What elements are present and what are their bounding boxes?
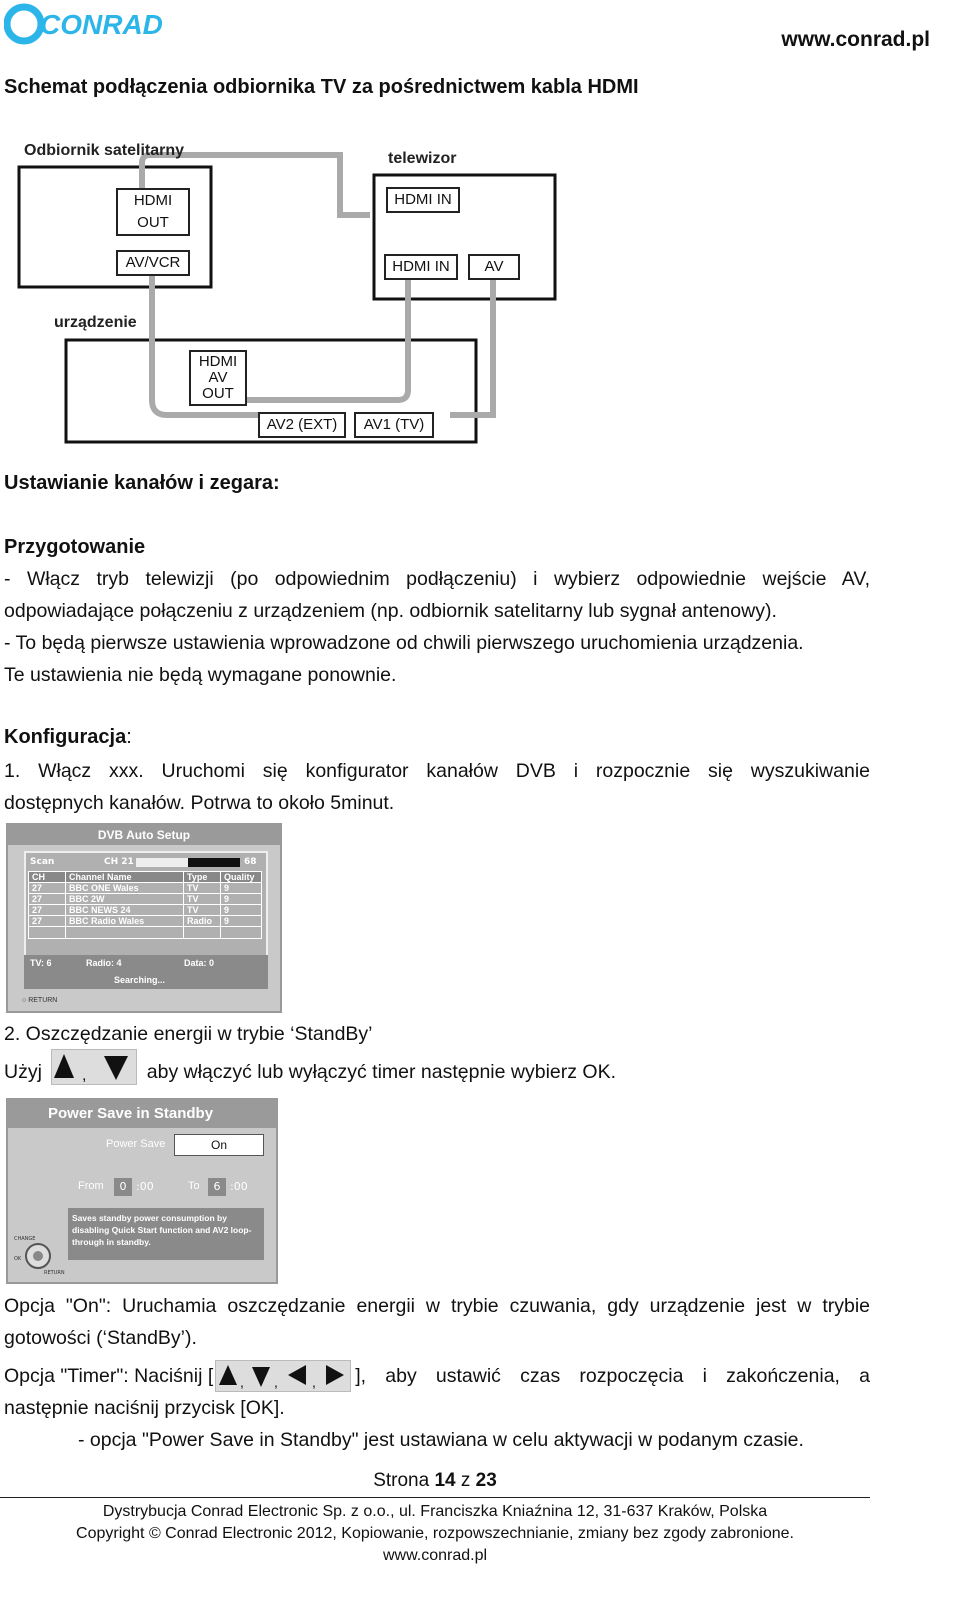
up-down-keys [51,1049,137,1085]
footer-line-1: Dystrybucja Conrad Electronic Sp. z o.o., ul. Franciszka Kniaźnina 12, 31-637 Kraków, Polska [102,1503,768,1520]
row-name: BBC Radio Wales [66,916,184,927]
row-name: BBC NEWS 24 [66,905,184,916]
col-channel-name: Channel Name [66,872,184,883]
change-label: CHANGE [14,1236,36,1242]
table-row [29,894,262,905]
tv-av-port: AV [468,254,520,280]
scan-channel: CH 21 [104,857,134,867]
row-quality: 9 [221,894,262,905]
svg-text:,: , [274,1374,279,1390]
row-type: TV [184,894,221,905]
up-arrow-icon [219,1365,237,1385]
connection-diagram [10,130,580,460]
row-ch: 27 [29,916,66,927]
from-hour-field[interactable]: 0 [114,1178,132,1196]
tv-hdmi-in-port: HDMI IN [384,254,458,280]
hdmi-out-port: HDMI OUT [116,188,190,236]
search-status: Searching... [114,975,166,985]
down-arrow-icon [252,1367,270,1387]
logo-text: CONRAD [40,9,163,40]
col-type: Type [184,872,221,883]
row-type: TV [184,905,221,916]
right-arrow-icon [326,1365,344,1385]
option-timer-line [4,1356,870,1396]
scan-label: Scan [30,857,55,867]
from-label: From [78,1180,104,1192]
tv-count: TV: 6 [30,958,52,968]
footer-divider [0,1497,870,1498]
page-number [0,1470,870,1492]
ok-label: OK [14,1256,22,1262]
left-arrow-icon [288,1365,306,1385]
hdmi-av-out-line1: HDMI [198,353,238,370]
tv-label: telewizor [388,150,457,167]
row-quality: 9 [221,916,262,927]
hdmi-av-out-port [189,350,247,406]
use-prefix: Użyj [4,1061,42,1083]
device-label: urządzenie [54,314,137,331]
to-label: To [188,1180,200,1192]
option-timer-suffix: ], aby ustawić czas rozpoczęcia i zakończenia, a [355,1365,870,1387]
dvb-auto-setup-screen [6,823,282,1013]
dvb-title: DVB Auto Setup [8,825,280,845]
down-arrow-icon [104,1056,128,1080]
row-type: TV [184,883,221,894]
pager-prefix: Strona [373,1470,435,1491]
footer-url[interactable]: www.conrad.pl [382,1547,488,1564]
remote-icon: ○ [22,997,27,1004]
table-row-empty [29,927,262,939]
svg-text:,: , [312,1374,317,1390]
tv-hdmi-in-top-port: HDMI IN [386,187,460,213]
av-vcr-port: AV/VCR [116,250,190,276]
row-ch: 27 [29,883,66,894]
svg-text:,: , [240,1374,245,1390]
scan-end: 68 [244,857,257,867]
footer-line-2: Copyright © Conrad Electronic 2012, Kopiowanie, rozpowszechnianie, zmiany bez zgody zabronione. [76,1525,794,1542]
remote-nav-icon [14,1236,65,1276]
up-arrow-icon [54,1054,74,1078]
channel-table-header [29,872,262,883]
row-ch: 27 [29,894,66,905]
table-row [29,916,262,927]
to-hour-field[interactable]: 6 [208,1178,226,1196]
return-label: RETURN [28,997,58,1004]
hdmi-av-out-line2: AV OUT [202,369,234,402]
return-hint [22,997,57,1004]
row-name: BBC ONE Wales [66,883,184,894]
col-quality: Quality [221,872,262,883]
row-type: Radio [184,916,221,927]
option-on-line-2: gotowości (‘StandBy’). [4,1327,197,1349]
table-row [29,883,262,894]
row-quality: 9 [221,905,262,916]
power-save-select[interactable]: On [174,1134,264,1156]
channel-table [28,871,262,939]
power-description: Saves standby power consumption by disabling Quick Start function and AV2 loop-through in standby. [68,1208,264,1260]
prep-title: Przygotowanie [4,536,146,558]
conrad-logo [4,2,164,48]
dvb-status-bar [24,955,268,989]
prep-line-2: odpowiadające połączeniu z urządzeniem (np. odbiornik satelitarny lub sygnał antenowy). [4,600,777,622]
table-row [29,905,262,916]
pager-mid: z [455,1470,476,1491]
step2-title: 2. Oszczędzanie energii w trybie ‘StandBy’ [4,1023,373,1045]
row-quality: 9 [221,883,262,894]
sat-receiver-label: Odbiornik satelitarny [24,142,185,159]
config-line-2: dostępnych kanałów. Potrwa to około 5minut. [4,792,395,814]
svg-text:,: , [82,1066,87,1084]
power-return-label: RETURN [44,1270,65,1276]
power-save-screen [6,1098,278,1284]
to-minutes: :00 [230,1180,248,1193]
prep-line-3: - To będą pierwsze ustawienia wprowadzone od chwili pierwszego uruchomienia urządzenia. [4,632,804,654]
prep-line-1: - Włącz tryb telewizji (po odpowiednim podłączeniu) i wybierz odpowiednie wejście AV, [4,568,870,590]
data-count: Data: 0 [184,958,215,968]
from-minutes: :00 [136,1180,154,1193]
pager-current: 14 [434,1470,456,1491]
pager-total: 23 [475,1470,497,1491]
use-arrows-line [4,1052,870,1092]
config-line-1: 1. Włącz xxx. Uruchomi się konfigurator kanałów DVB i rozpocznie się wyszukiwanie [4,760,870,782]
config-title: Konfiguracja [4,726,127,748]
scan-progress-fill [136,858,188,867]
option-on-line-1: Opcja "On": Uruchamia oszczędzanie energii w trybie czuwania, gdy urządzenie jest w trybie [4,1295,870,1317]
av2-ext-port: AV2 (EXT) [258,412,346,438]
direction-keys [215,1360,351,1392]
prep-line-4: Te ustawienia nie będą wymagane ponownie. [4,664,397,686]
row-ch: 27 [29,905,66,916]
option-timer-line-2: następnie naciśnij przycisk [OK]. [4,1397,285,1419]
config-colon: : [126,726,132,748]
radio-count: Radio: 4 [86,958,122,968]
option-timer-left [4,1356,353,1396]
scan-progress-bar [136,858,240,867]
av1-tv-port: AV1 (TV) [354,412,434,438]
config-heading [4,726,132,749]
section-title-hdmi: Schemat podłączenia odbiornika TV za pośrednictwem kabla HDMI [4,76,639,98]
option-timer-prefix: Opcja "Timer": Naciśnij [ [4,1365,214,1387]
use-suffix: aby włączyć lub wyłączyć timer następnie wybierz OK. [146,1061,617,1083]
row-name: BBC 2W [66,894,184,905]
site-url[interactable]: www.conrad.pl [781,28,930,51]
col-ch: CH [29,872,66,883]
power-title: Power Save in Standby [8,1100,276,1128]
section-title-channels: Ustawianie kanałów i zegara: [4,472,280,494]
option-note: - opcja "Power Save in Standby" jest ustawiana w celu aktywacji w podanym czasie. [78,1429,804,1451]
power-save-label: Power Save [106,1138,166,1150]
